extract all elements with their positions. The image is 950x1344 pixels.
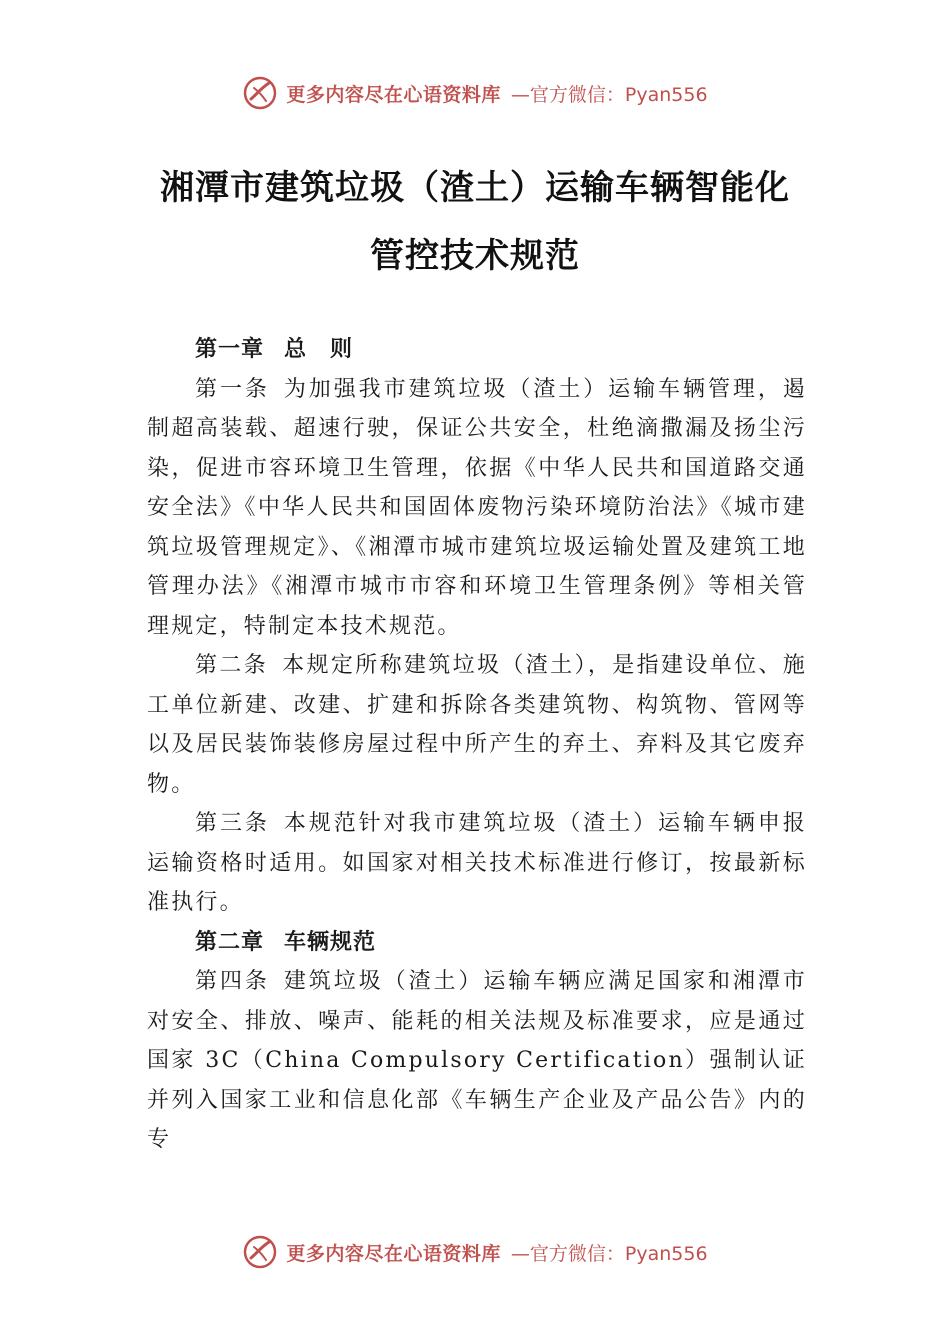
chapter-name: 总 则 [284, 337, 354, 362]
article-text: 建筑垃圾（渣土）运输车辆应满足国家和湘潭市对安全、排放、噪声、能耗的相关法规及标准要求，应是通过国家 3C（China Compulsory Certification）强制认证并列入国家工业和信息化部《车辆生产企业及产品公告》内的专 [147, 969, 807, 1152]
watermark-header [0, 73, 950, 113]
article-label: 第三条 [195, 811, 270, 836]
article-paragraph-1 [147, 370, 807, 647]
watermark-text: 更多内容尽在心语资料库 [286, 83, 501, 106]
watermark-contact: —官方微信：Pyan556 [510, 83, 708, 106]
article-label: 第四条 [195, 969, 270, 994]
brush-logo-icon [242, 1234, 278, 1270]
chapter-name: 车辆规范 [284, 929, 377, 955]
document-title-line1: 湘潭市建筑垃圾（渣土）运输车辆智能化 [160, 168, 790, 208]
watermark-footer [0, 1232, 950, 1272]
article-text: 本规范针对我市建筑垃圾（渣土）运输车辆申报运输资格时适用。如国家对相关技术标准进行修订，按最新标准执行。 [147, 811, 807, 915]
article-paragraph-2 [147, 646, 807, 804]
document-title-line2: 管控技术规范 [370, 236, 580, 276]
chapter-label: 第一章 [195, 337, 265, 362]
chapter-label: 第二章 [195, 929, 265, 955]
chapter-heading-1 [147, 330, 807, 370]
article-paragraph-4 [147, 962, 807, 1160]
chapter-heading-2 [147, 923, 807, 963]
watermark-text: 更多内容尽在心语资料库 [286, 1242, 501, 1265]
article-label: 第一条 [195, 376, 270, 402]
article-text: 为加强我市建筑垃圾（渣土）运输车辆管理，遏制超高装载、超速行驶，保证公共安全，杜绝滴撒漏及扬尘污染，促进市容环境卫生管理，依据《中华人民共和国道路交通安全法》《中华人民共和国固体废物污染环境防治法》《城市建筑垃圾管理规定》、《湘潭市城市建筑垃圾运输处置及建筑工地管理办法》《湘潭市城市市容和环境卫生管理条例》等相关管理规定，特制定本技术规范。 [147, 376, 807, 639]
article-label: 第二条 [195, 653, 269, 678]
document-body [147, 330, 807, 1160]
article-paragraph-3 [147, 804, 807, 923]
watermark-contact: —官方微信：Pyan556 [510, 1242, 708, 1265]
brush-logo-icon [242, 75, 278, 111]
article-text: 本规定所称建筑垃圾（渣土），是指建设单位、施工单位新建、改建、扩建和拆除各类建筑物、构筑物、管网等以及居民装饰装修房屋过程中所产生的弃土、弃料及其它废弃物。 [147, 653, 807, 797]
